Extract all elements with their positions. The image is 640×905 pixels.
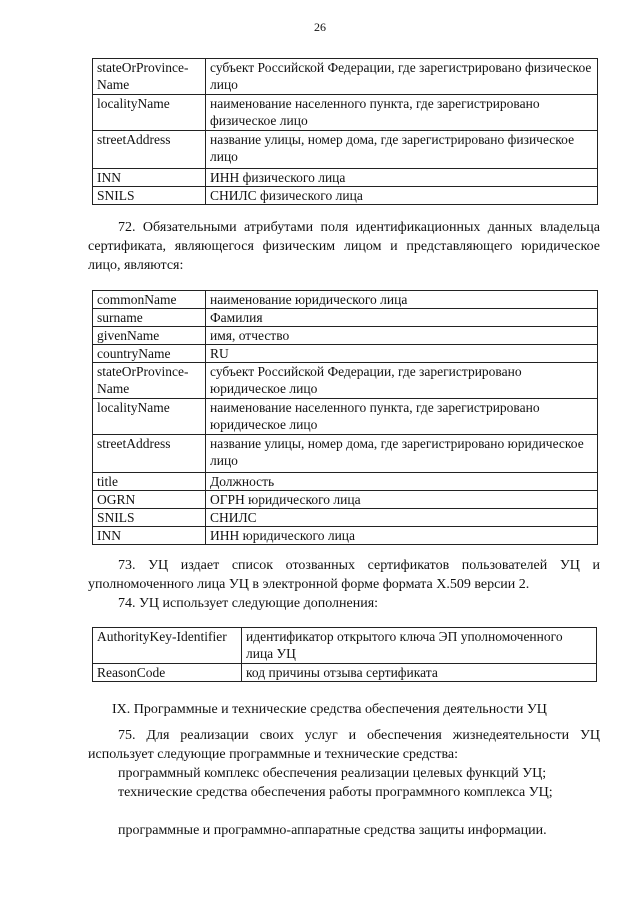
attribute-description: название улицы, номер дома, где зарегистрировано физическое лицо xyxy=(206,131,598,169)
attribute-name: streetAddress xyxy=(93,435,206,473)
table-row xyxy=(93,664,597,682)
table-row xyxy=(93,131,598,169)
attribute-description: ОГРН юридического лица xyxy=(206,491,598,509)
attribute-description: субъект Российской Федерации, где зарегистрировано физическое лицо xyxy=(206,59,598,95)
extension-description: идентификатор открытого ключа ЭП уполномоченного лица УЦ xyxy=(242,628,597,664)
attribute-description: субъект Российской Федерации, где зарегистрировано юридическое лицо xyxy=(206,363,598,399)
section-heading: IX. Программные и технические средства обеспечения деятельности УЦ xyxy=(112,702,547,717)
table-row xyxy=(93,59,598,95)
attribute-name: SNILS xyxy=(93,187,206,205)
attribute-description: имя, отчество xyxy=(206,327,598,345)
table-row xyxy=(93,187,598,205)
table-row xyxy=(93,527,598,545)
table-row xyxy=(93,345,598,363)
attribute-name: SNILS xyxy=(93,509,206,527)
attribute-name: INN xyxy=(93,527,206,545)
list-item: технические средства обеспечения работы программного комплекса УЦ; xyxy=(118,785,553,800)
attribute-name: givenName xyxy=(93,327,206,345)
attribute-description: СНИЛС физического лица xyxy=(206,187,598,205)
table-row xyxy=(93,509,598,527)
attribute-description: Должность xyxy=(206,473,598,491)
table-row xyxy=(93,169,598,187)
extension-description: код причины отзыва сертификата xyxy=(242,664,597,682)
attribute-name: surname xyxy=(93,309,206,327)
attribute-name: commonName xyxy=(93,291,206,309)
attribute-name: OGRN xyxy=(93,491,206,509)
attribute-name: stateOrProvince-Name xyxy=(93,59,206,95)
attribute-name: streetAddress xyxy=(93,131,206,169)
attribute-name: stateOrProvince-Name xyxy=(93,363,206,399)
table-row xyxy=(93,399,598,435)
table-row xyxy=(93,491,598,509)
attribute-description: название улицы, номер дома, где зарегистрировано юридическое лицо xyxy=(206,435,598,473)
attribute-description: СНИЛС xyxy=(206,509,598,527)
attribute-description: наименование населенного пункта, где зарегистрировано юридическое лицо xyxy=(206,399,598,435)
attribute-description: наименование юридического лица xyxy=(206,291,598,309)
attribute-name: localityName xyxy=(93,399,206,435)
attribute-description: Фамилия xyxy=(206,309,598,327)
attribute-name: countryName xyxy=(93,345,206,363)
attribute-description: наименование населенного пункта, где зарегистрировано физическое лицо xyxy=(206,95,598,131)
attribute-description: ИНН физического лица xyxy=(206,169,598,187)
table-row xyxy=(93,628,597,664)
table-row xyxy=(93,435,598,473)
attribute-name: INN xyxy=(93,169,206,187)
table-row xyxy=(93,291,598,309)
paragraph-74: 74. УЦ использует следующие дополнения: xyxy=(118,596,379,611)
paragraph-75: 75. Для реализации своих услуг и обеспечения жизнедеятельности УЦ использует следующие программные и технические средства: xyxy=(88,728,600,762)
table-row xyxy=(93,473,598,491)
table-row xyxy=(93,363,598,399)
attribute-name: localityName xyxy=(93,95,206,131)
list-item: программные и программно-аппаратные средства защиты информации. xyxy=(118,823,547,838)
paragraph-72: 72. Обязательными атрибутами поля идентификационных данных владельца сертификата, являющегося физическим лицом и представляющего юридическое лицо, являются: xyxy=(88,220,600,273)
attribute-description: ИНН юридического лица xyxy=(206,527,598,545)
page-number: 26 xyxy=(314,20,326,34)
list-item: программный комплекс обеспечения реализации целевых функций УЦ; xyxy=(118,766,547,781)
attribute-name: title xyxy=(93,473,206,491)
table-row xyxy=(93,309,598,327)
table-row xyxy=(93,327,598,345)
legal-entity-attributes-table xyxy=(92,290,598,545)
extension-name: ReasonCode xyxy=(93,664,242,682)
paragraph-73: 73. УЦ издает список отозванных сертификатов пользователей УЦ и уполномоченного лица УЦ в электронной форме формата Х.509 версии 2. xyxy=(88,558,600,592)
extension-name: AuthorityKey-Identifier xyxy=(93,628,242,664)
attribute-description: RU xyxy=(206,345,598,363)
crl-extensions-table xyxy=(92,627,597,682)
table-row xyxy=(93,95,598,131)
individual-attributes-table xyxy=(92,58,598,205)
